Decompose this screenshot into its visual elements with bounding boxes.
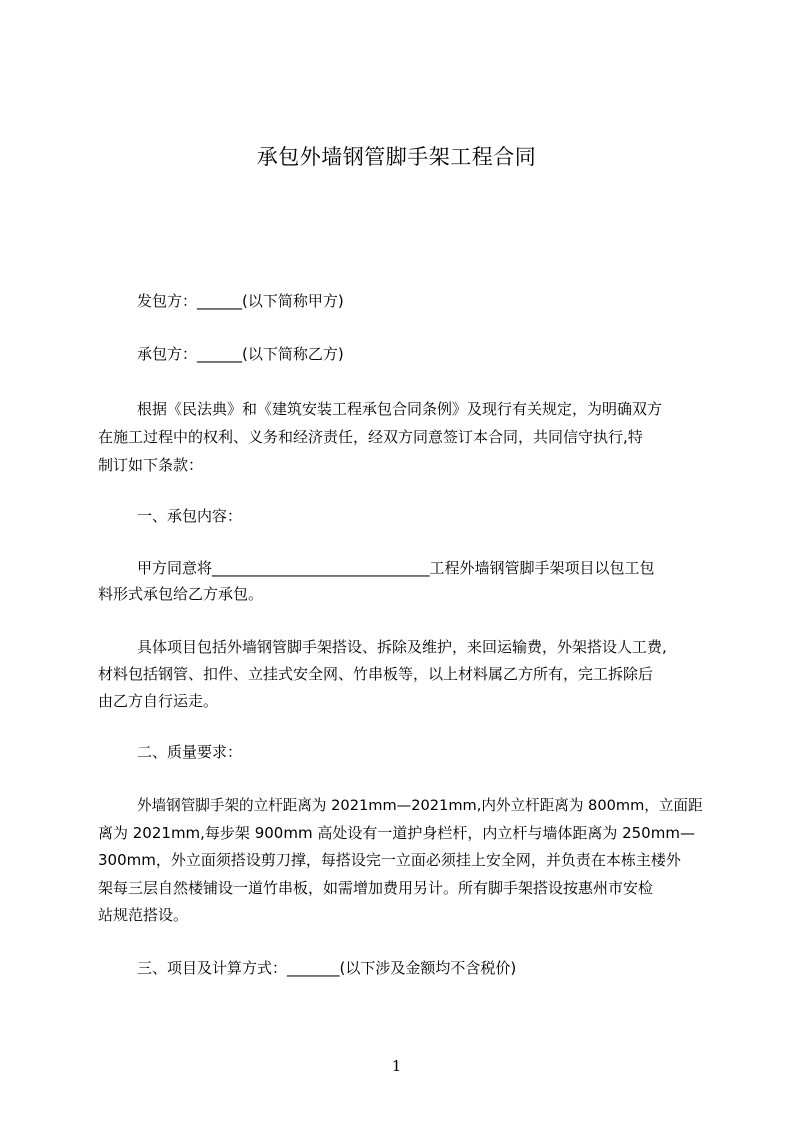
intro-line-2: 在施工过程中的权利、义务和经济责任，经双方同意签订本合同，共同信守执行,特 — [98, 428, 643, 446]
section-2-heading: 二、质量要求： — [137, 743, 243, 761]
document-title: 承包外墙钢管脚手架工程合同 — [256, 145, 537, 169]
intro-line-3: 制订如下条款： — [98, 456, 204, 474]
section-1-para2-line-2: 材料包括钢管、扣件、立挂式安全网、竹串板等，以上材料属乙方所有，完工拆除后 — [98, 665, 654, 683]
section-2-para-line-5: 站规范搭设。 — [98, 906, 189, 924]
intro-line-1: 根据《民法典》和《建筑安装工程承包合同条例》及现行有关规定，为明确双方 — [137, 400, 663, 418]
section-3-heading: 三、项目及计算方式：_______(以下涉及金额均不含税价) — [137, 959, 517, 977]
section-1-para2-line-3: 由乙方自行运走。 — [98, 692, 219, 710]
party-b-line: 承包方：______(以下简称乙方) — [137, 345, 344, 363]
section-1-para2-line-1: 具体项目包括外墙钢管脚手架搭设、拆除及维护，来回运输费，外架搭设人工费, — [137, 638, 667, 656]
section-1-heading: 一、承包内容： — [137, 507, 243, 525]
page-number: 1 — [391, 1057, 402, 1075]
section-1-para1-line-1: 甲方同意将_____________________________工程外墙钢管脚手架项目以包工包 — [137, 559, 655, 577]
section-2-para-line-2: 离为 2021mm,每步架 900mm 高处设有一道护身栏杆，内立杆与墙体距离为 250mm— — [98, 824, 695, 842]
section-2-para-line-1: 外墙钢管脚手架的立杆距离为 2021mm—2021mm,内外立杆距离为 800mm，立面距 — [137, 797, 703, 814]
section-2-para-line-3: 300mm，外立面须搭设剪刀撑，每搭设完一立面必须挂上安全网，并负责在本栋主楼外 — [98, 851, 681, 869]
party-a-line: 发包方：______(以下简称甲方) — [137, 292, 344, 310]
section-1-para1-line-2: 料形式承包给乙方承包。 — [98, 585, 264, 603]
section-2-para-line-4: 架每三层自然楼铺设一道竹串板，如需增加费用另计。所有脚手架搭设按惠州市安检 — [98, 879, 654, 897]
